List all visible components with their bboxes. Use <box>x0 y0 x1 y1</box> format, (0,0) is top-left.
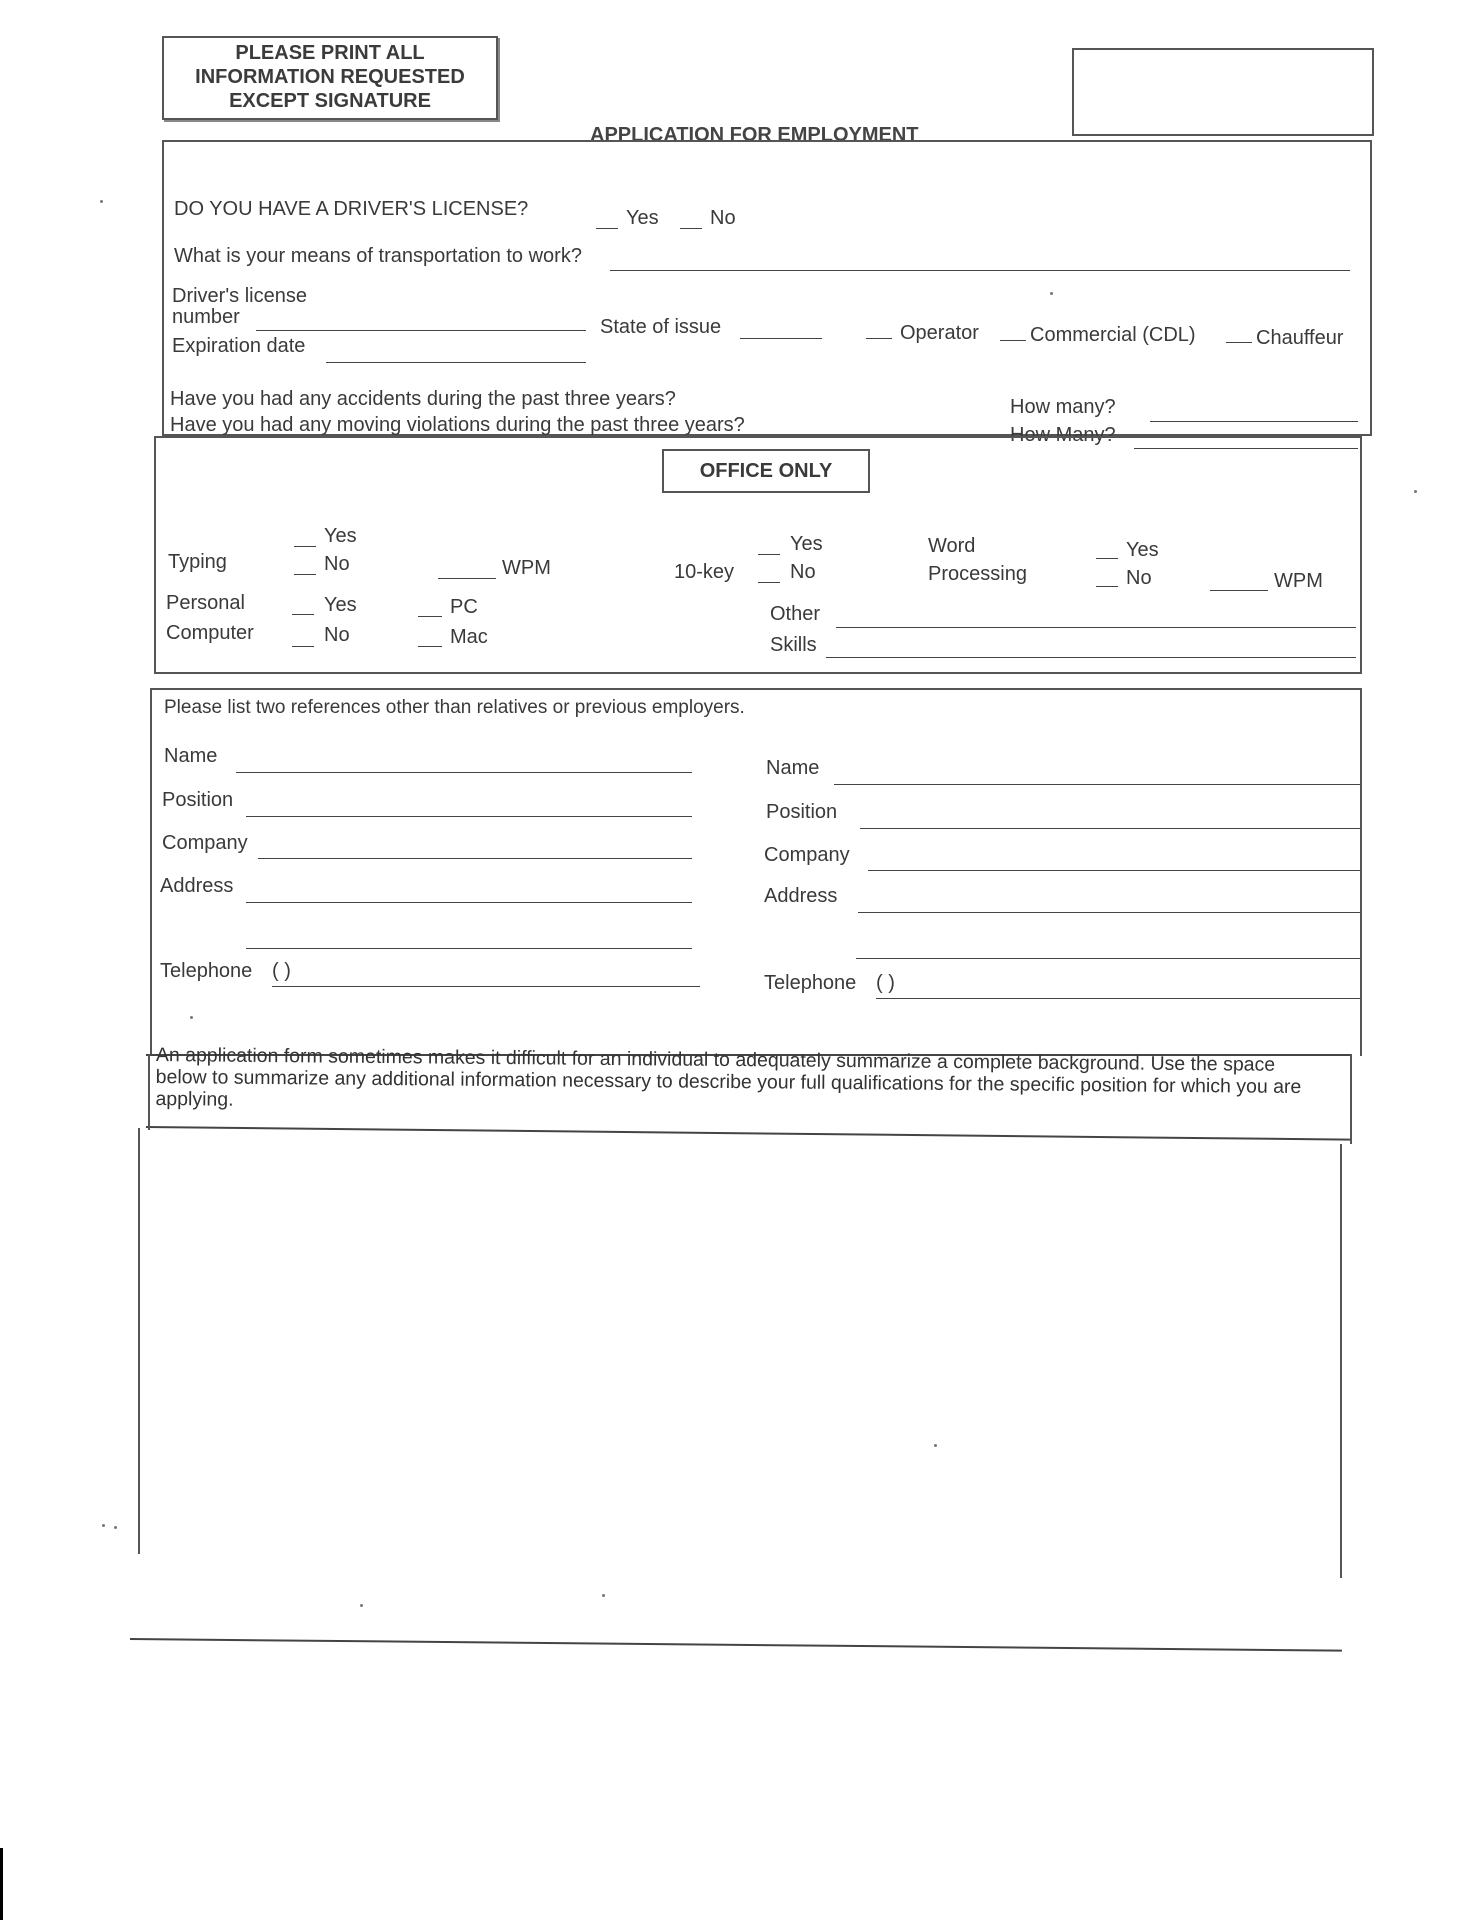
scan-speck <box>114 1526 117 1529</box>
expiration-field[interactable] <box>326 362 586 363</box>
word-yes-label: Yes <box>1126 539 1159 561</box>
other-skills-field-1[interactable] <box>836 627 1356 628</box>
chauffeur-blank[interactable] <box>1226 342 1252 343</box>
signature-line[interactable] <box>130 1638 1342 1652</box>
ref1-position-label: Position <box>162 789 234 811</box>
office-stamp-box <box>1072 48 1374 136</box>
ref1-position-field[interactable] <box>246 816 692 817</box>
other-label: Other <box>770 603 821 625</box>
ref2-name-label: Name <box>766 757 820 779</box>
typing-wpm-field[interactable] <box>438 578 496 579</box>
ref1-name-label: Name <box>164 745 218 767</box>
notice-line-3: EXCEPT SIGNATURE <box>229 90 431 112</box>
tenkey-no-blank[interactable] <box>758 582 780 583</box>
transport-question: What is your means of transportation to work? <box>174 245 582 267</box>
ref1-address-label: Address <box>160 875 234 897</box>
scan-speck <box>360 1604 363 1607</box>
license-number-field[interactable] <box>256 330 586 331</box>
tenkey-yes-label: Yes <box>790 533 823 555</box>
notice-line-1: PLEASE PRINT ALL <box>235 42 425 64</box>
ref2-position-field[interactable] <box>860 828 1360 829</box>
commercial-blank[interactable] <box>1000 340 1026 341</box>
other-skills-field-2[interactable] <box>826 657 1356 658</box>
ref1-name-field[interactable] <box>236 772 692 773</box>
ref1-telephone-paren: ( ) <box>272 960 291 982</box>
pc-blank[interactable] <box>418 616 442 617</box>
ref2-telephone-field[interactable] <box>876 998 1360 999</box>
license-question: DO YOU HAVE A DRIVER'S LICENSE? <box>174 198 529 220</box>
typing-label: Typing <box>168 551 227 573</box>
summary-area-right-border <box>1340 1144 1342 1578</box>
scan-speck <box>1414 490 1417 493</box>
expiration-label: Expiration date <box>172 335 306 357</box>
how-many-violations-label: How Many? <box>1010 424 1116 446</box>
tenkey-no-label: No <box>790 561 816 583</box>
typing-no-label: No <box>324 553 350 575</box>
ref1-address-field-1[interactable] <box>246 902 692 903</box>
transport-field[interactable] <box>610 270 1350 271</box>
notice-line-2: INFORMATION REQUESTED <box>195 66 465 88</box>
operator-blank[interactable] <box>866 338 892 339</box>
how-many-accidents-label: How many? <box>1010 396 1116 418</box>
ref1-telephone-label: Telephone <box>160 960 253 982</box>
license-no-blank[interactable] <box>680 228 702 229</box>
commercial-label: Commercial (CDL) <box>1030 324 1196 346</box>
word-label: Word <box>928 535 976 557</box>
summary-header-right-border <box>1350 1054 1352 1144</box>
summary-header-left-border <box>148 1054 150 1130</box>
personal-yes-blank[interactable] <box>292 614 314 615</box>
ref1-company-label: Company <box>162 832 248 854</box>
ref2-company-field[interactable] <box>868 870 1360 871</box>
ref2-company-label: Company <box>764 844 850 866</box>
summary-write-area[interactable] <box>148 1130 1338 1550</box>
typing-yes-label: Yes <box>324 525 357 547</box>
how-many-accidents-field[interactable] <box>1150 421 1358 422</box>
license-number-label-1: Driver's license <box>172 285 307 307</box>
scan-edge-mark <box>0 1848 3 1920</box>
scan-speck <box>100 200 103 203</box>
scan-speck <box>190 1016 193 1019</box>
state-of-issue-field[interactable] <box>740 338 822 339</box>
ref1-company-field[interactable] <box>258 858 692 859</box>
computer-label: Computer <box>166 622 254 644</box>
scan-speck <box>602 1594 605 1597</box>
ref2-name-field[interactable] <box>834 784 1360 785</box>
license-yes-label: Yes <box>626 207 659 229</box>
typing-wpm-label: WPM <box>502 557 551 579</box>
ref2-address-label: Address <box>764 885 838 907</box>
personal-yes-label: Yes <box>324 594 357 616</box>
tenkey-label: 10-key <box>674 561 735 583</box>
ref2-telephone-label: Telephone <box>764 972 857 994</box>
license-no-label: No <box>710 207 736 229</box>
personal-label: Personal <box>166 592 245 614</box>
operator-label: Operator <box>900 322 979 344</box>
summary-instructions: An application form sometimes makes it difficult for an individual to adequately summarize a complete background. Use the space below to summarize any additional information necessary to describe your full qualifications for the specific position for which you are applying. <box>155 1044 1302 1111</box>
references-section <box>150 688 1362 1056</box>
summary-area-left-border <box>138 1128 140 1554</box>
office-only-header: OFFICE ONLY <box>662 449 870 493</box>
print-notice-box <box>162 36 498 120</box>
typing-no-blank[interactable] <box>294 574 316 575</box>
personal-no-blank[interactable] <box>292 646 314 647</box>
tenkey-yes-blank[interactable] <box>758 554 780 555</box>
word-wpm-field[interactable] <box>1210 590 1268 591</box>
ref2-address-field-2[interactable] <box>856 958 1360 959</box>
ref2-telephone-paren: ( ) <box>876 972 895 994</box>
ref2-position-label: Position <box>766 801 838 823</box>
scan-speck <box>102 1524 105 1527</box>
references-intro: Please list two references other than relatives or previous employers. <box>164 697 745 718</box>
scan-speck <box>934 1444 937 1447</box>
scan-speck <box>1050 292 1053 295</box>
pc-label: PC <box>450 596 478 618</box>
violations-question: Have you had any moving violations during the past three years? <box>170 414 745 436</box>
mac-label: Mac <box>450 626 488 648</box>
processing-label: Processing <box>928 563 1027 585</box>
license-yes-blank[interactable] <box>596 228 618 229</box>
personal-no-label: No <box>324 624 350 646</box>
ref1-telephone-field[interactable] <box>272 986 700 987</box>
accidents-question: Have you had any accidents during the past three years? <box>170 388 676 410</box>
skills-label: Skills <box>770 634 817 656</box>
license-number-label-2: number <box>172 306 240 328</box>
word-yes-blank[interactable] <box>1096 558 1118 559</box>
ref1-address-field-2[interactable] <box>246 948 692 949</box>
page-title: APPLICATION FOR EMPLOYMENT <box>590 124 919 146</box>
mac-blank[interactable] <box>418 646 442 647</box>
word-no-label: No <box>1126 567 1152 589</box>
ref2-address-field-1[interactable] <box>858 912 1360 913</box>
word-no-blank[interactable] <box>1096 586 1118 587</box>
typing-yes-blank[interactable] <box>294 546 316 547</box>
word-wpm-label: WPM <box>1274 570 1323 592</box>
state-of-issue-label: State of issue <box>600 316 722 338</box>
chauffeur-label: Chauffeur <box>1256 327 1344 349</box>
